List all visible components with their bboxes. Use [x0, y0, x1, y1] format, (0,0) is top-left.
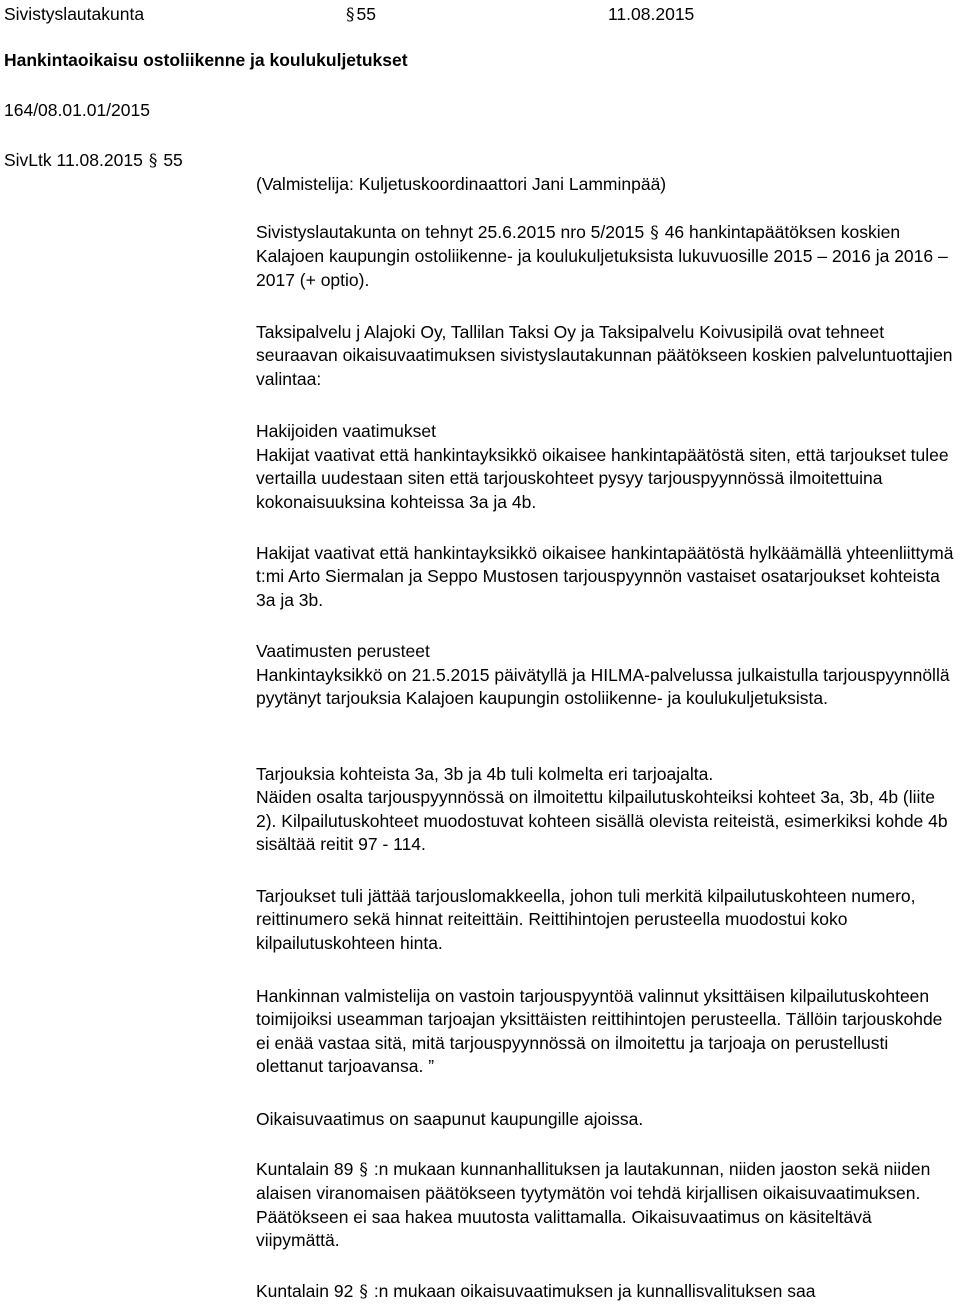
section-number-value: 55 [356, 4, 376, 24]
body-paragraph-8 [256, 985, 956, 1078]
body-paragraph-5 [256, 664, 956, 711]
body-paragraph-11 [256, 1280, 956, 1304]
reference-number: 55 [163, 150, 183, 170]
body-paragraph-10 [256, 1158, 956, 1252]
committee-name: Sivistyslautakunta [4, 4, 145, 24]
p11-section-symbol: § [359, 1282, 368, 1302]
p5-text: Hankintayksikkö on 21.5.2015 päivätyllä ja HILMA-palvelussa julkaistulla tarjouspyynnöllä pyytänyt tarjouksia Kalajoen kaupungin ostoliikenne- ja koulukuljetuksista. [256, 665, 950, 709]
body-paragraph-1 [256, 221, 956, 292]
claimants-demands-heading [256, 420, 956, 443]
reference-prefix: SivLtk 11.08.2015 [4, 150, 143, 170]
p7-text: Tarjoukset tuli jättää tarjouslomakkeella, johon tuli merkitä kilpailutuskohteen numero, reittinumero sekä hinnat reiteittäin. Reittihintojen perusteella muodostui koko kilpailutuskohteen hinta. [256, 886, 916, 953]
p6-text-b: Näiden osalta tarjouspyynnössä on ilmoitettu kilpailutuskohteiksi kohteet 3a, 3b, 4b (liite 2). Kilpailutuskohteet muodostuvat kohteen sisällä olevista reiteistä, esimerkiksi kohde 4b sisältää reitit 97 - 114. [256, 787, 948, 854]
p8-text: Hankinnan valmistelija on vastoin tarjouspyyntöä valinnut yksittäisen kilpailutuskohteen toimijoiksi useamman tarjoajan yksittäisten reittihintojen perusteella. Tällöin tarjouskohde ei enää vastaa sitä, mitä tarjouspyynnössä on ilmoitettu ja tarjoaja on perustellusti olettanut tarjoavansa. ” [256, 986, 943, 1076]
p10-section-symbol: § [359, 1160, 368, 1180]
p4-text: Hakijat vaativat että hankintayksikkö oikaisee hankintapäätöstä hylkäämällä yhteenliittymä t:mi Arto Siermalan ja Seppo Mustosen tarjouspyynnön vastaiset osatarjoukset kohteista 3a ja 3b. [256, 543, 954, 610]
p10-text-a: Kuntalain 89 [256, 1159, 354, 1179]
meeting-date: 11.08.2015 [608, 4, 695, 24]
preparer-line: (Valmistelija: Kuljetuskoordinaattori Jani Lamminpää) [256, 174, 667, 194]
p11-text-a: Kuntalain 92 [256, 1281, 354, 1301]
h2-text: Vaatimusten perusteet [256, 641, 430, 661]
section-number [346, 2, 376, 27]
p1-section-symbol: § [650, 223, 659, 243]
p6-text-a: Tarjouksia kohteista 3a, 3b ja 4b tuli kolmelta eri tarjoajalta. [256, 764, 714, 784]
h1-text: Hakijoiden vaatimukset [256, 421, 436, 441]
reference-section-symbol: § [148, 151, 158, 171]
p2-text: Taksipalvelu j Alajoki Oy, Tallilan Taksi Oy ja Taksipalvelu Koivusipilä ovat tehneet seuraavan oikaisuvaatimuksen sivistyslautakunnan päätökseen koskien palveluntuottajien valintaa: [256, 322, 953, 389]
body-paragraph-4 [256, 542, 956, 612]
section-symbol: § [346, 5, 355, 25]
document-title: Hankintaoikaisu ostoliikenne ja koulukuljetukset [4, 50, 408, 70]
body-paragraph-2 [256, 321, 956, 391]
p1-text-a: Sivistyslautakunta on tehnyt 25.6.2015 nro 5/2015 [256, 222, 645, 242]
body-paragraph-6 [256, 763, 956, 856]
p1-text-b: 46 hankintapäätöksen koskien Kalajoen kaupungin ostoliikenne- ja koulukuljetuksista lukuvuosille 2015 – 2016 ja 2016 – 2017 (+ optio). [256, 222, 948, 290]
body-paragraph-9 [256, 1108, 956, 1131]
p10-text-b: :n mukaan kunnanhallituksen ja lautakunnan, niiden jaoston sekä niiden alaisen viranomaisen päätökseen tyytymätön voi tehdä kirjallisen oikaisuvaatimuksen. Päätökseen ei saa hakea muutosta valittamalla. Oikaisuvaatimus on käsiteltävä viipymättä. [256, 1159, 931, 1250]
p11-text-b: :n mukaan oikaisuvaatimuksen ja kunnallisvalituksen saa [373, 1281, 816, 1301]
reference-line [4, 148, 183, 173]
record-number: 164/08.01.01/2015 [4, 100, 150, 120]
p3-text: Hakijat vaativat että hankintayksikkö oikaisee hankintapäätöstä siten, että tarjoukset tulee vertailla uudestaan siten että tarjouskohteet pysyy tarjouspyynnössä ilmoitettuina kokonaisuuksina kohteissa 3a ja 4b. [256, 445, 949, 512]
p9-text: Oikaisuvaatimus on saapunut kaupungille ajoissa. [256, 1109, 644, 1129]
body-paragraph-7 [256, 885, 956, 955]
grounds-heading [256, 640, 956, 663]
body-paragraph-3 [256, 444, 956, 514]
